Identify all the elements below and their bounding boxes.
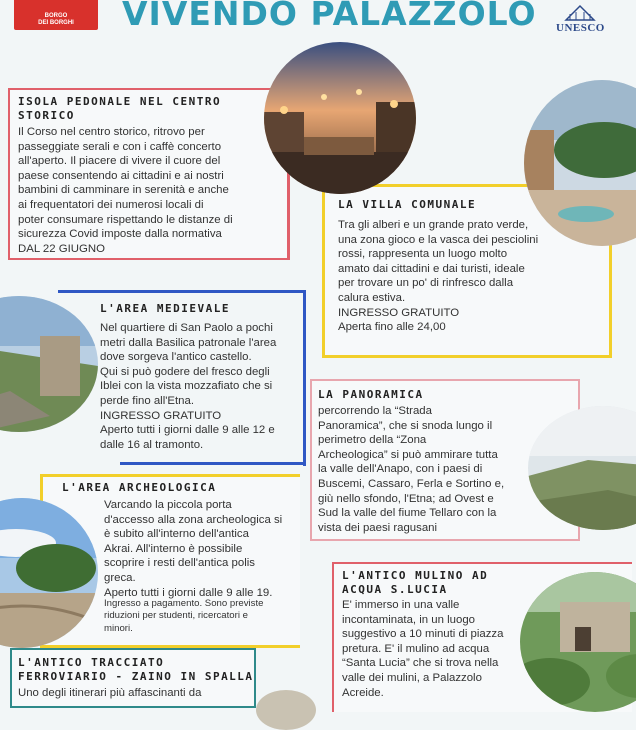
medievale-body: Nel quartiere di San Paolo a pochi metri dalla Basilica patronale l'area dove sorgeva l'antico castello. Qui si può godere del fresco degli Iblei con la vista mozzafiato che si perde fino all'Etna. INGRESSO GRATUITO Aperto tutti i giorni dalle 9 alle 12 e dalle 16 al tramonto. <box>100 322 277 451</box>
villa-heading: LA VILLA COMUNALE <box>338 198 477 211</box>
medievale-divider <box>120 462 306 465</box>
tracciato-body: Uno degli itinerari più affascinanti da <box>18 687 202 699</box>
villa-body: Tra gli alberi e un grande prato verde, una zona gioco e la vasca dei pesciolini rossi, rappresenta un luogo molto amato dai cittadini e dai turisti, ideale per trovare un po' di rinfresco dalla calura estiva. INGRESSO GRATUITO Aperta fino alle 24,00 <box>338 219 539 334</box>
tracciato-heading: L'ANTICO TRACCIATO FERROVIARIO - ZAINO IN SPALLA <box>18 656 254 683</box>
archeologica-body: Varcando la piccola porta d'accesso alla zona archeologica si è subito all'interno dell'antica Akrai. All'interno è possibile scoprire i resti dell'antica polis greca. Aperto tutti i giorni dalle 9 alle 19. <box>104 499 283 599</box>
page-title: VIVENDO PALAZZOLO <box>122 0 537 33</box>
panoramica-body: percorrendo la “Strada Panoramica”, che si snoda lungo il perimetro della “Zona Archeologica” si può ammirare tutta la valle dell'Anapo, con i paesi di Buscemi, Cassaro, Ferla e Sortino e, giù nello sfondo, l'Etna; ad Ovest e Sud la valle del fiume Tellaro con la vista dei paesi ragusani <box>318 405 505 534</box>
archeologica-note: Ingresso a pagamento. Sono previste riduzioni per studenti, ricercatori e minori. <box>104 598 264 634</box>
logo-borgo-text: BORGO DEI BORGHI <box>38 13 74 26</box>
borgo-dei-borghi-logo <box>14 0 98 30</box>
isola-heading: ISOLA PEDONALE NEL CENTRO STORICO <box>18 95 222 122</box>
unesco-label: UNESCO <box>556 22 605 34</box>
photo-tracciato <box>256 690 316 730</box>
archeologica-heading: L'AREA ARCHEOLOGICA <box>62 481 217 494</box>
isola-body: Il Corso nel centro storico, ritrovo per passeggiate serali e con i caffè concerto all'aperto. Il piacere di vivere il cuore del paese consentendo ai cittadini e ai nostri bambini di camminare in serenità e anche ai frequentatori dei numerosi locali di poter consumare rispettando le distanze di sicurezza Covid imposte dalla normativa DAL 22 GIUGNO <box>18 126 233 255</box>
mulino-heading: L'ANTICO MULINO AD ACQUA S.LUCIA <box>342 569 489 596</box>
photo-corso-night <box>264 42 416 194</box>
unesco-logo <box>560 2 600 22</box>
mulino-body: E' immerso in una valle incontaminata, in un luogo suggestivo a 10 minuti di piazza pretura. E' il mulino ad acqua “Santa Lucia” che si trova nella valle dei mulini, a Palazzolo Acreide. <box>342 599 504 699</box>
medievale-heading: L'AREA MEDIEVALE <box>100 302 230 315</box>
panoramica-heading: LA PANORAMICA <box>318 388 424 401</box>
